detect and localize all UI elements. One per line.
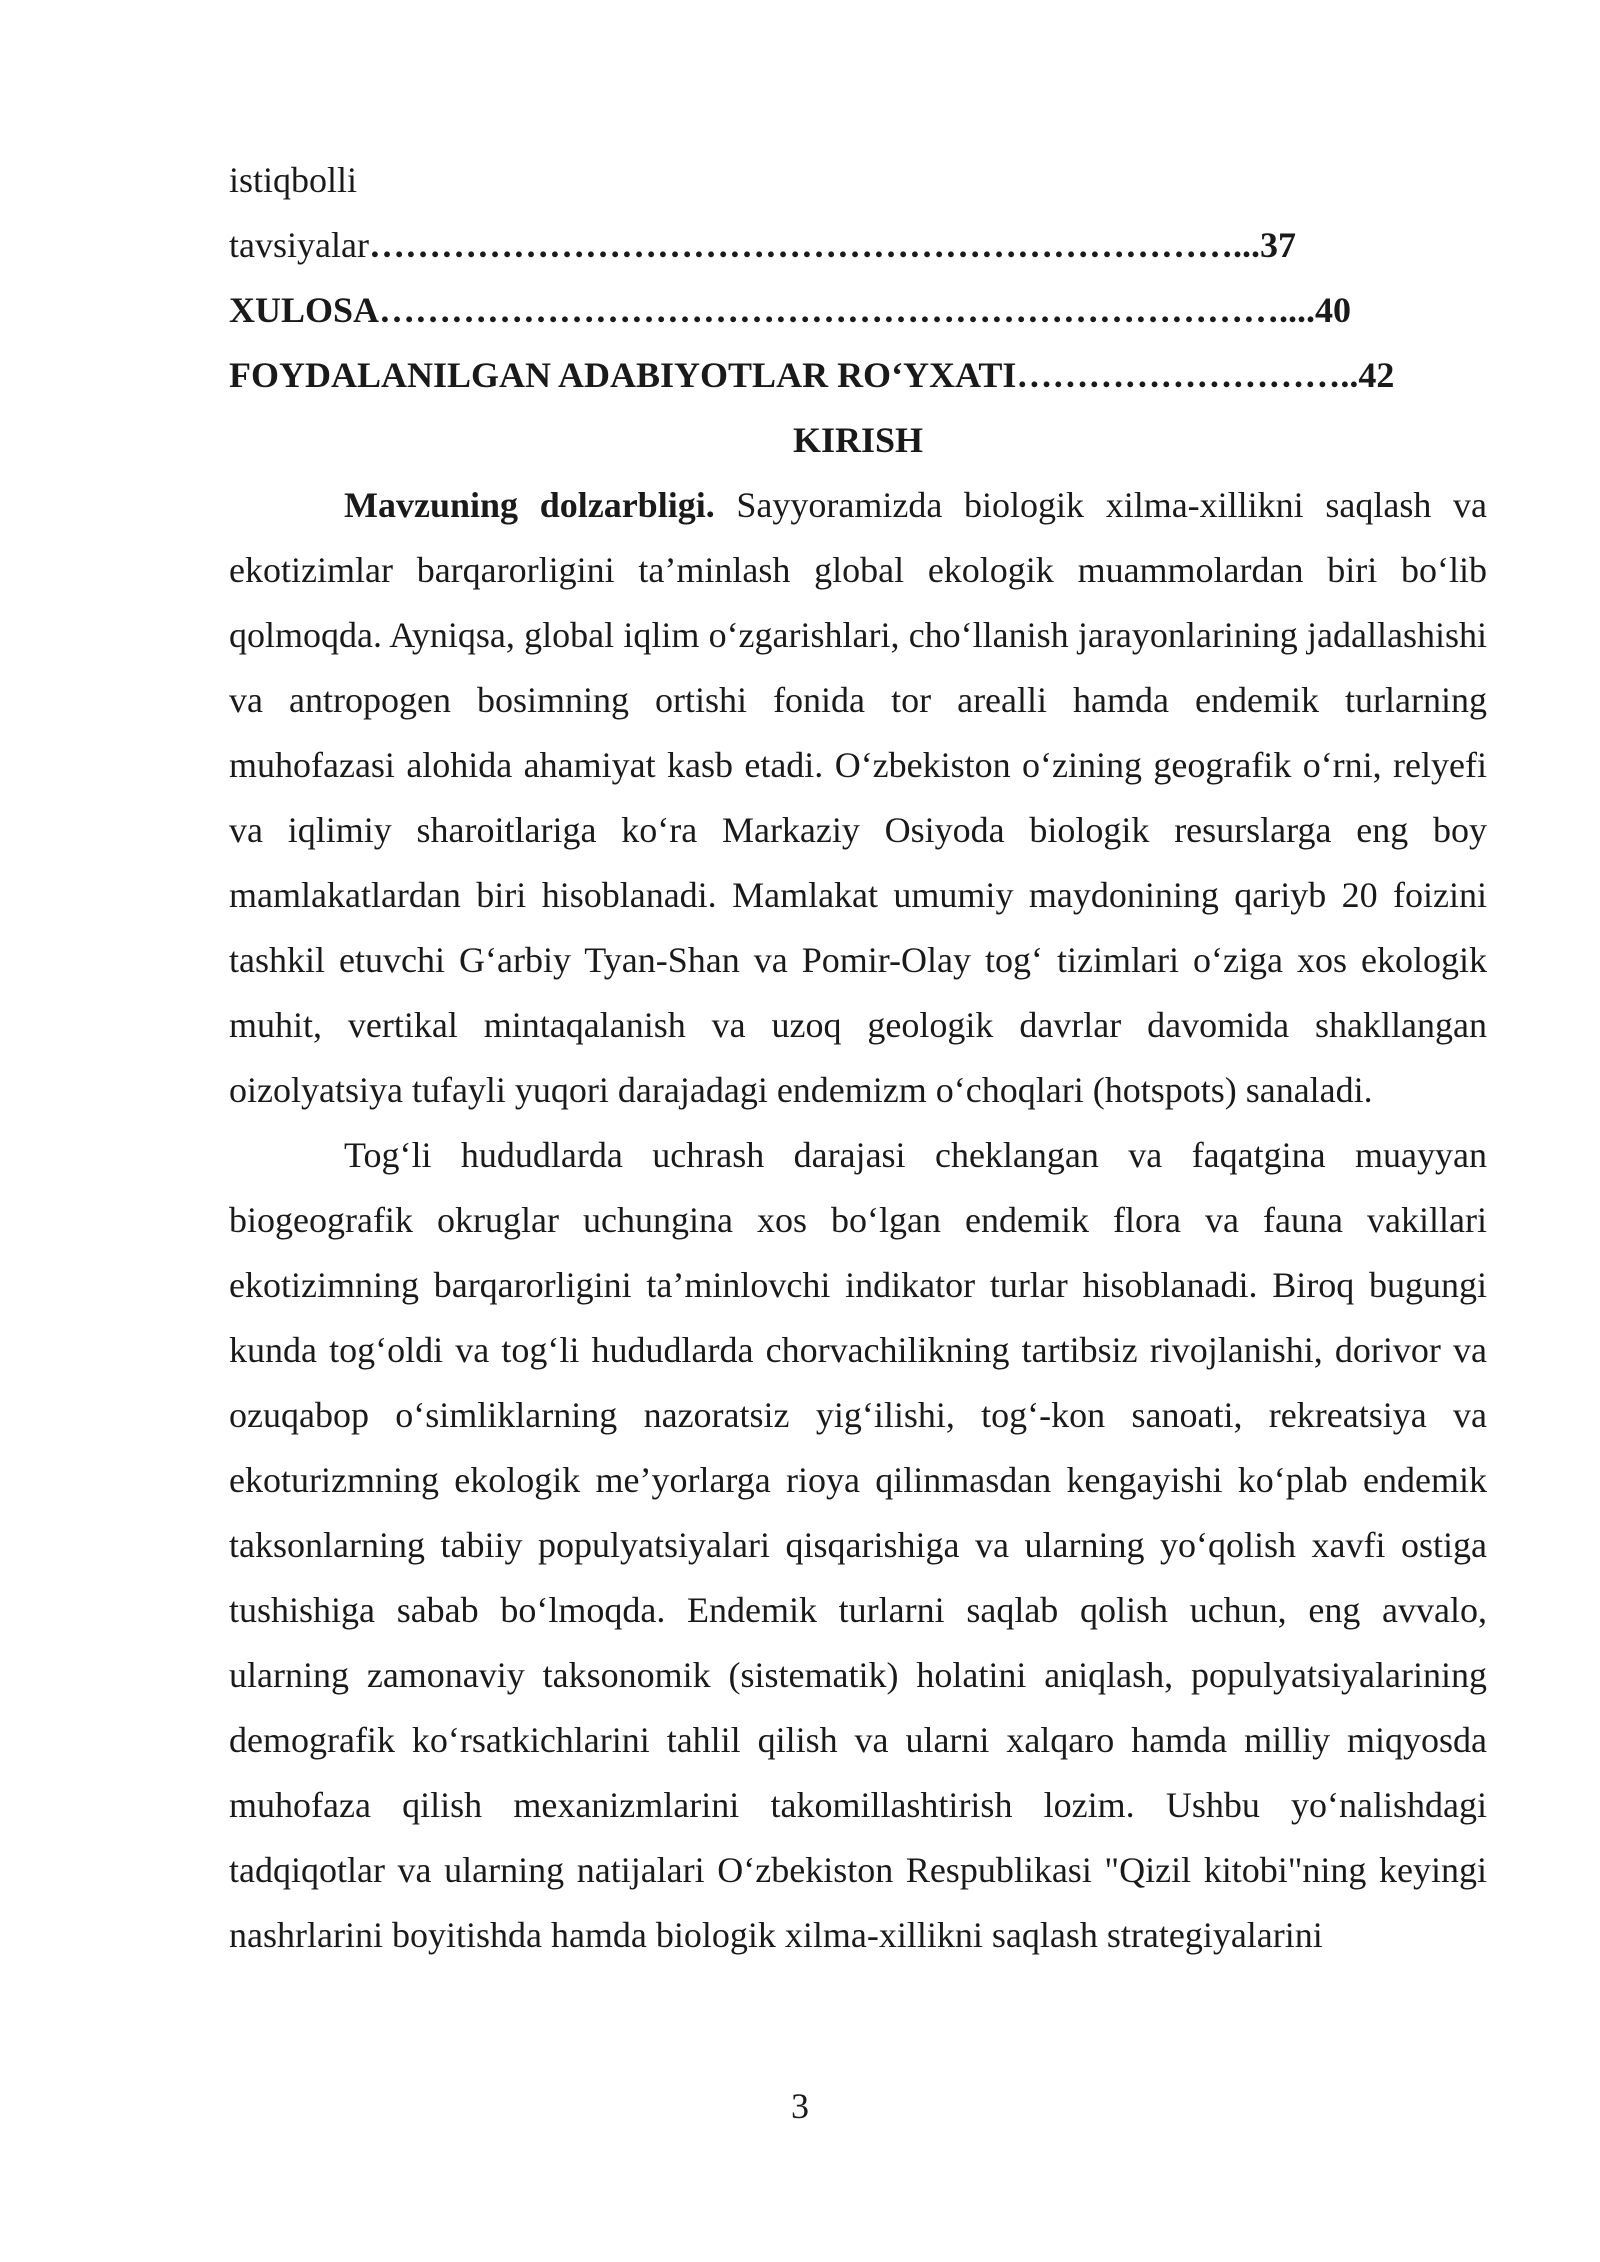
toc-entry: [229, 343, 1487, 408]
paragraph-text: Tog‘li hududlarda uchrash darajasi cheklangan va faqatgina muayyan biogeografik okruglar uchungina xos bo‘lgan endemik flora va fauna vakillari ekotizimning barqarorligini ta’minlovchi indikator turlar hisoblanadi. Biroq bugungi kunda tog‘oldi va tog‘li hududlarda chorvachilikning tartibsiz rivojlanishi, dorivor va ozuqabop o‘simliklarning nazoratsiz yig‘ilishi, tog‘-kon sanoati, rekreatsiya va ekoturizmning ekologik me’yorlarga rioya qilinmasdan kengayishi ko‘plab endemik taksonlarning tabiiy populyatsiyalari qisqarishiga va ularning yo‘qolish xavfi ostiga tushishiga sabab bo‘lmoqda. Endemik turlarni saqlab qolish uchun, eng avvalo, ularning zamonaviy taksonomik (sistematik) holatini aniqlash, populyatsiyalarining demografik ko‘rsatkichlarini tahlil qilish va ularni xalqaro hamda milliy miqyosda muhofaza qilish mexanizmlarini takomillashtirish lozim. Ushbu yo‘nalishdagi tadqiqotlar va ularning natijalari O‘zbekiston Respublikasi "Qizil kitobi"ning keyingi nashrlarini boyitishda hamda biologik xilma-xillikni saqlash strategiyalarini: [229, 1135, 1487, 1955]
paragraph-lead: Mavzuning dolzarbligi.: [344, 485, 715, 525]
toc-page-number: 40: [1315, 290, 1352, 330]
page-number: 3: [791, 2086, 809, 2126]
toc-page-number: 37: [1259, 225, 1296, 265]
toc-leader-dots: ………………………………………………………………...: [368, 225, 1260, 265]
toc-entry-title: tavsiyalar: [229, 225, 369, 265]
toc-entry-title: XULOSA: [229, 290, 380, 330]
toc-leader-dots: ………………………..: [1016, 355, 1359, 395]
paragraph: [229, 473, 1487, 1123]
toc-entry-title: istiqbolli: [229, 160, 358, 200]
toc-entry: [229, 148, 1487, 213]
toc-entry: [229, 278, 1487, 343]
paragraph: [229, 1123, 1487, 1968]
paragraph-text: Sayyoramizda biologik xilma-xillikni saqlash va ekotizimlar barqarorligini ta’minlash global ekologik muammolardan biri bo‘lib qolmoqda. Ayniqsa, global iqlim o‘zgarishlari, cho‘llanish jarayonlarining jadallashishi va antropogen bosimning ortishi fonida tor arealli hamda endemik turlarning muhofazasi alohida ahamiyat kasb etadi. O‘zbekiston o‘zining geografik o‘rni, relyefi va iqlimiy sharoitlariga ko‘ra Markaziy Osiyoda biologik resurslarga eng boy mamlakatlardan biri hisoblanadi. Mamlakat umumiy maydonining qariyb 20 foizini tashkil etuvchi G‘arbiy Tyan-Shan va Pomir-Olay tog‘ tizimlari o‘ziga xos ekologik muhit, vertikal mintaqalanish va uzoq geologik davrlar davomida shakllangan oizolyatsiya tufayli yuqori darajadagi endemizm o‘choqlari (hotspots) sanaladi.: [229, 485, 1488, 1110]
toc-entry-title: FOYDALANILGAN ADABIYOTLAR RO‘YXATI: [229, 355, 1017, 395]
document-page: [229, 148, 1487, 1968]
toc-leader-dots: …………………………………………………………………....: [379, 290, 1316, 330]
toc-entry: [229, 213, 1487, 278]
section-heading: KIRISH: [792, 420, 924, 460]
toc-page-number: 42: [1358, 355, 1395, 395]
